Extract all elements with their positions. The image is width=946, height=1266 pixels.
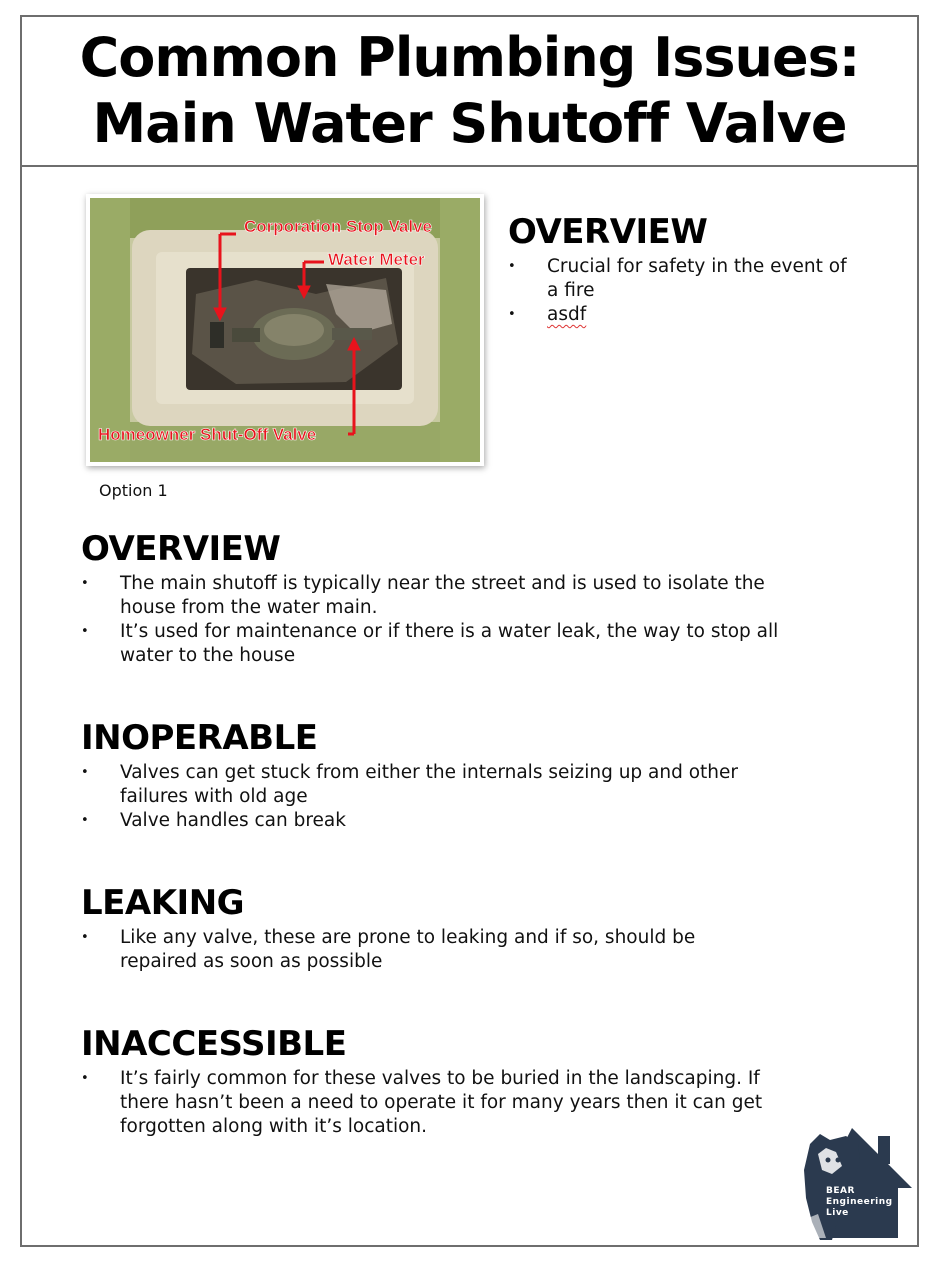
list-item: • It’s used for maintenance or if there is a water leak, the way to stop all water to the house	[81, 621, 779, 666]
overview-heading: OVERVIEW	[81, 529, 281, 569]
list-item: • Crucial for safety in the event of a fire	[508, 256, 847, 301]
title-box	[22, 17, 917, 167]
label-corporation-stop-valve: Corporation Stop Valve	[244, 217, 432, 236]
list-item: • Valves can get stuck from either the internals seizing up and other failures with old age	[81, 762, 739, 807]
bullet: •	[81, 576, 89, 591]
leaking-list	[81, 926, 761, 974]
label-homeowner-shutoff-valve: Homeowner Shut-Off Valve	[98, 425, 317, 444]
inaccessible-heading: INACCESSIBLE	[81, 1024, 347, 1064]
page-title-line-2: Main Water Shutoff Valve	[92, 92, 847, 155]
misspelled-text: asdf	[547, 304, 587, 325]
bear-engineering-logo	[802, 1126, 914, 1242]
side-overview-list	[508, 255, 853, 327]
list-item: • The main shutoff is typically near the street and is used to isolate the house from the water main.	[81, 573, 765, 618]
inoperable-list	[81, 761, 801, 833]
page-title-line-1: Common Plumbing Issues:	[79, 26, 860, 89]
list-item: • Valve handles can break	[81, 810, 346, 831]
label-water-meter: Water Meter	[328, 250, 425, 269]
bullet: •	[508, 307, 516, 322]
valve-photo	[86, 194, 484, 466]
bullet: •	[81, 813, 89, 828]
inoperable-heading: INOPERABLE	[81, 718, 318, 758]
overview-list	[81, 572, 801, 668]
list-item	[508, 303, 853, 327]
bullet: •	[508, 259, 516, 274]
list-item: • Like any valve, these are prone to leaking and if so, should be repaired as soon as possible	[81, 927, 696, 972]
photo-caption: Option 1	[99, 481, 168, 500]
bullet: •	[81, 930, 89, 945]
leaking-heading: LEAKING	[81, 883, 245, 923]
logo-text: BEAR Engineering Live	[826, 1186, 893, 1218]
bullet: •	[81, 765, 89, 780]
inaccessible-list	[81, 1067, 799, 1139]
list-item: • It’s fairly common for these valves to be buried in the landscaping. If there hasn’t been a need to operate it for many years then it can get forgotten along with it’s location.	[81, 1068, 763, 1137]
side-overview-heading: OVERVIEW	[508, 212, 708, 252]
bullet: •	[81, 624, 89, 639]
bullet: •	[81, 1071, 89, 1086]
